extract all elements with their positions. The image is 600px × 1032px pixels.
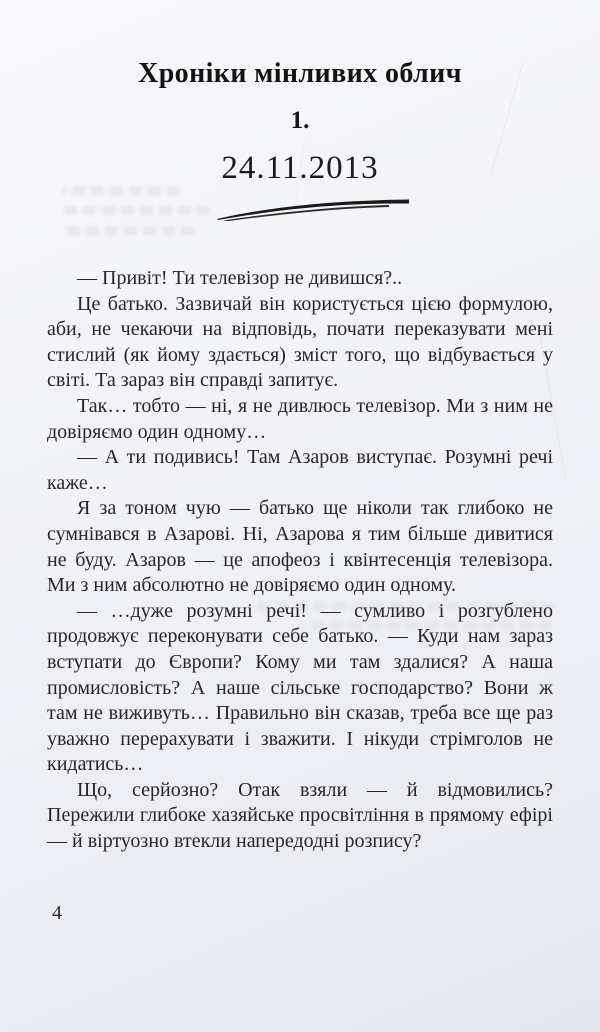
- paragraph: Це батько. Зазвичай він користується цією формулою, аби, не чекаючи на відповідь, почати переказувати мені стислий (як йому здається) зміст того, що відбувається у світі. Та зараз він справді запитує.: [47, 292, 553, 392]
- paragraph: — …дуже розумні речі! — сумливо і розгублено продовжує переконувати себе батько. — Куди нам зараз вступати до Європи? Кому ми там здалися? А наша промисловість? А наше сільське господарство? Вони ж там не виживуть… Правильно він сказав, треба все ще раз уважно перерахувати і зважити. І нікуди стрімголов не кидатись…: [47, 599, 553, 776]
- page-title: Хроніки мінливих облич: [138, 58, 462, 89]
- bleed-through-text: [62, 186, 180, 195]
- paragraph: Так… тобто — ні, я не дивлюсь телевізор. Ми з ним не довіряємо один одному…: [47, 394, 553, 443]
- bleed-through-text: [58, 206, 210, 215]
- paragraph: — А ти подивись! Там Азаров виступає. Розумні речі каже…: [47, 446, 553, 494]
- paragraph: Що, серйозно? Отак взяли — й відмовились? Пережили глибоке хазяйське просвітління в прямому ефірі — й віртуозно втекли напередодні розпису?: [47, 778, 553, 853]
- bleed-through-text: [62, 226, 194, 235]
- paragraph: — Привіт! Ти телевізор не дивишся?..: [77, 267, 403, 289]
- page-number: 4: [52, 902, 62, 924]
- chapter-number: 1.: [290, 107, 310, 134]
- paragraph: Я за тоном чую — батько ще ніколи так глибоко не сумнівався в Азарові. Ні, Азарова я тим більше дивитися не буду. Азаров — це апофеоз і квінтесенція телевізора. Ми з ним абсолютно не довіряємо один одному.: [47, 497, 553, 597]
- entry-date: 24.11.2013: [221, 150, 379, 186]
- flourish-underline-icon: [215, 194, 413, 221]
- body-text: [47, 266, 553, 855]
